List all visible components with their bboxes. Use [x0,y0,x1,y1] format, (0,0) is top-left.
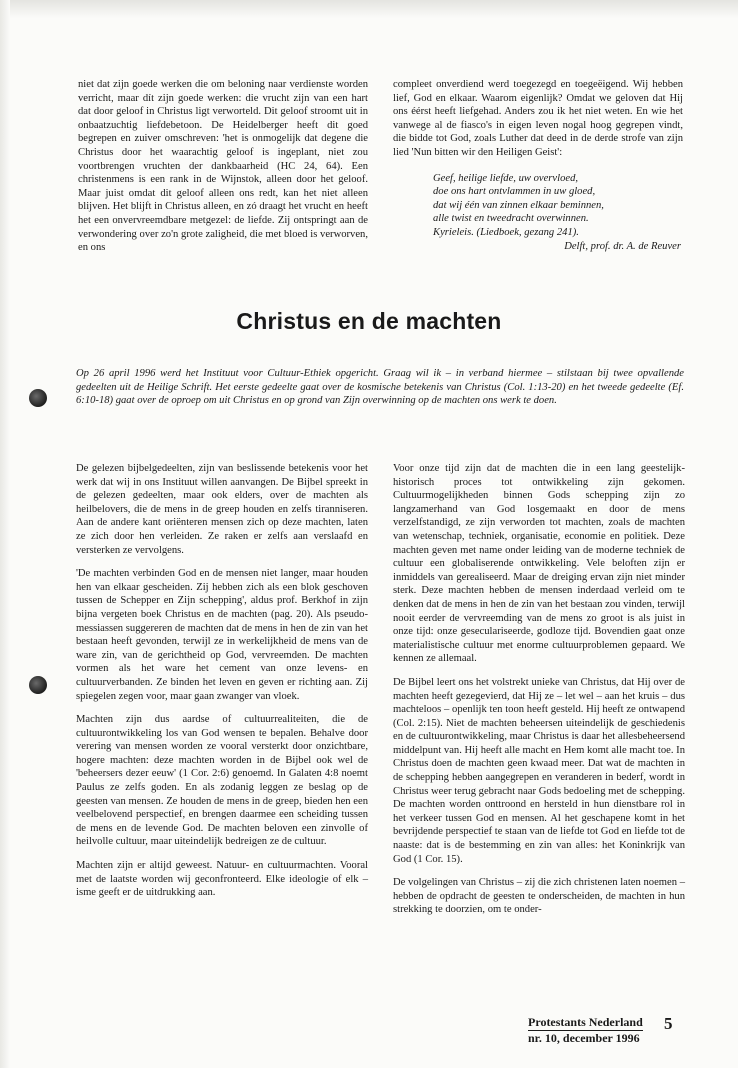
paragraph: 'De machten verbinden God en de mensen niet langer, maar houden hen van elkaar gescheiden. Zij hebben zich als een blok geschoven tussen de Schepper en Zijn schepping', aldus prof. Berkhof in zijn bijna vergeten boek Christus en de machten (pag. 20). Als pseudo-messiassen suggereren de machten dat de mens in hen de zin van het bestaan heeft gevonden, terwijl ze in werkelijkheid de mens van de ware zin, van de gerichtheid op God, vervreemden. De machten vormen als het ware het cement van onze levens- en cultuurverbanden. Ze binden het leven en geven er richting aan. Zij spiegelen zegen voor, maar gaan zwanger van vloek. [76,568,368,702]
paragraph: De gelezen bijbelgedeelten, zijn van beslissende betekenis voor het werk dat wij in ons Instituut willen aanvangen. De Bijbel spreekt in de gelezen gedeelten, maar ook elders, over de machten als heilbelovers, die de mens in de greep houden en zelfs tiranniseren. Aan de andere kant oriënteren mensen zich op deze machten, laten ze zich door hen verleiden. Ze raken er zelfs aan verslaafd en versterken ze vervolgens. [76,463,368,556]
issue-info: nr. 10, december 1996 [528,1031,640,1045]
paragraph: De volgelingen van Christus – zij die zich christenen laten noemen – hebben de opdracht de geesten te onderscheiden, de machten in hun strekking te doorzien, om te onder- [393,877,685,916]
hymn-quote [433,172,683,254]
article-right-column [393,462,685,927]
hymn-line: dat wij één van zinnen elkaar beminnen, [433,199,604,211]
article-title: Christus en de machten [236,308,502,334]
page-number: 5 [664,1014,673,1033]
previous-article-left-column [78,78,368,265]
author-signature: Delft, prof. dr. A. de Reuver [564,240,681,252]
previous-article-right-column [393,78,683,253]
scan-shadow-top [0,0,738,18]
punch-hole-icon [29,676,47,694]
hymn-line: Kyrieleis. (Liedboek, gezang 241). [433,226,579,238]
paragraph: Machten zijn dus aardse of cultuurrealiteiten, die de cultuurontwikkeling los van God wensen te bepalen. Behalve door verering van mensen worden ze vooral versterkt door onzichtbare, hogere machten: deze machten worden in de Bijbel ook wel de 'beheersers dezer eeuw' (1 Cor. 2:6) genoemd. In Galaten 4:8 noemt Paulus ze zelfs goden. En als zodanig leggen ze beslag op de geesten van mensen. Ze houden de mens in de greep, bieden hen een veelbelovend perspectief, en brengen daarmee een scheiding tussen de mens en de levende God. De machten beloven een zinvolle of heilvolle cultuur, maar uiteindelijk bedreigen ze de cultuur. [76,714,368,848]
hymn-line: Geef, heilige liefde, uw overvloed, [433,172,579,184]
paragraph: Machten zijn er altijd geweest. Natuur- en cultuurmachten. Vooral met de laatste worden wij geconfronteerd. Elke ideologie of elk – isme geeft er de uitdrukking aan. [76,860,368,899]
magazine-name: Protestants Nederland [528,1015,643,1029]
paragraph: compleet onverdiend werd toegezegd en toegeëigend. Wij hebben lief, God en elkaar. Waarom eigenlijk? Omdat we geloven dat Hij ons éérst heeft liefgehad. Anders zou ik het niet weten. En wie het vanwege al de fiasco's in eigen leven nogal hoog gegrepen vindt, die bidde tot God, zoals Luther dat deed in de derde strofe van zijn lied 'Nun bitten wir den Heiligen Geist': [393,79,683,158]
punch-hole-icon [29,389,47,407]
article-left-column [76,462,368,910]
hymn-line: alle twist en tweedracht overwinnen. [433,213,589,225]
paragraph: De Bijbel leert ons het volstrekt unieke van Christus, dat Hij over de machten heeft gezegevierd, dat Hij ze – let wel – aan het kruis – dus machteloos – openlijk ten toon heeft gesteld. Hij heeft ze ontwapend (Col. 2:15). Niet de machten beheersen uiteindelijk de geschiedenis en de cultuurontwikkeling, maar Christus is daar het allesbeheersend middelpunt van. Hij heeft alle macht en Hem komt alle macht toe. In Christus doen de machten geen kwaad meer. Dat wat de machten in de schepping hebben aangegrepen en veranderen in bederf, wordt in Christus weer terug gebracht naar Gods bedoeling met de schepping. De machten worden onttroond en hersteld in hun dienstbare rol in het verkeer tussen God en mensen. Al het geschapene komt in het bevrijdende perspectief te staan van de liefde tot God en liefde tot de naaste: dat is de bestemming en zin van alles: het Koninkrijk van God (1 Cor. 15). [393,676,685,865]
article-intro: Op 26 april 1996 werd het Instituut voor Cultuur-Ethiek opgericht. Graag wil ik – in verband hiermee – stilstaan bij twee opvallende gedeelten uit de Heilige Schrift. Het eerste gedeelte gaat over de kosmische betekenis van Christus (Col. 1:13-20) en het tweede gedeelte (Ef. 6:10-18) gaat over de oproep om uit Christus en op grond van Zijn overwinning op de machten ons werk te doen. [76,368,684,407]
paragraph: niet dat zijn goede werken die om beloning naar verdienste worden verricht, maar dít zijn goede werken: die vrucht zijn van een hart dat door geloof in Christus ligt verworteld. Dit geloof stroomt uit in onbaatzuchtig liefdebetoon. De Heidelberger heeft dit goed begrepen en zuiver omschreven: 'het is onmogelijk dat degene die Christus door het waarachtig geloof is ingeplant, niet zou voortbrengen vruchten der dankbaarheid (HC 24, 64). Een christenmens is een rank in de Wijnstok, alleen door het geloof. Maar juist omdat dit geloof alleen ons redt, kan het niet alleen blijven. Het blijft in Christus alleen, en zó draagt het vrucht en heeft het een onvervreemdbare metgezel: de liefde. Zij ontspringt aan de verwondering over zo'n grote zaligheid, die met bloed is verworven, en ons [78,79,368,254]
paragraph: Voor onze tijd zijn dat de machten die in een lang geestelijk-historisch proces tot ontwikkeling zijn gekomen. Cultuurmogelijkheden binnen Gods schepping zijn zo langzamerhand van God losgemaakt en door de mens verzelfstandigd, ze zijn verworden tot machten, zoals de machten van wetenschap, techniek, organisatie, economie en politiek. Deze machten geven met name onder leiding van de moderne techniek de cultuur een globaliserende ontwikkeling. Vele beloften zijn er inmiddels van gerealiseerd. Maar de dreiging ervan zijn niet minder sterk. Deze machten hebben de mensen inderdaad verleid om te denken dat de mens in hen de zin van het bestaan zou vinden, terwijl nooit eerder de vervreemding van de mens zo groot is als juist in onze tijd: onze geseculariseerde, godloze tijd. Bovendien gaat onze materialistische cultuur met enorme cultuurproblemen gepaard. We kennen ze allemaal. [393,463,685,665]
page-footer [528,1015,643,1046]
hymn-line: doe ons hart ontvlammen in uw gloed, [433,186,596,198]
scan-shadow-left [0,0,10,1068]
